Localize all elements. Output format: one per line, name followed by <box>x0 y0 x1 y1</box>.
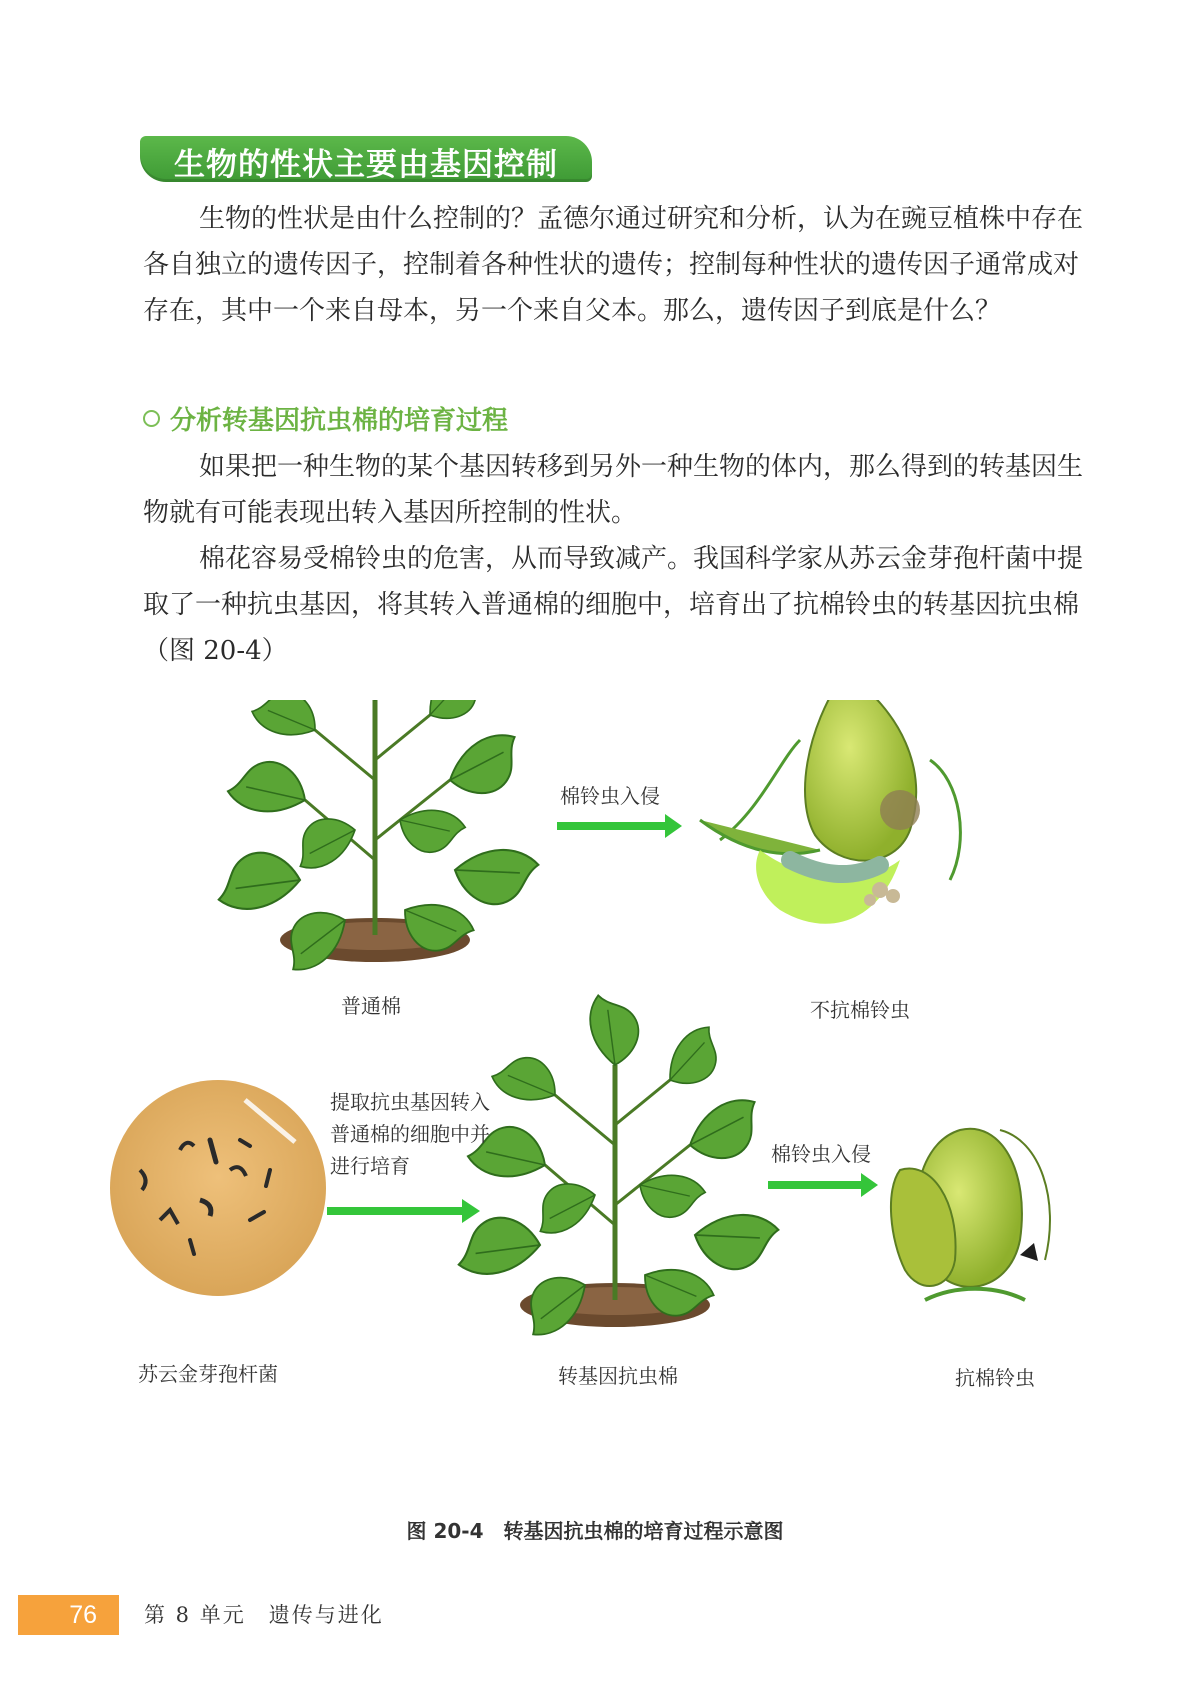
caption-resistant: 抗棉铃虫 <box>955 1366 1035 1390</box>
page-number: 76 <box>18 1595 119 1635</box>
activity-paragraph-1: 如果把一种生物的某个基因转移到另外一种生物的体内，那么得到的转基因生物就有可能表现出转入基因所控制的性状。 <box>143 452 1084 528</box>
transgenic-cotton-illustration <box>459 995 780 1341</box>
damaged-boll-illustration <box>700 700 960 924</box>
circle-bullet-icon <box>143 410 160 427</box>
bacteria-dish-illustration <box>110 1080 326 1296</box>
arrow2-label-line-2: 普通棉的细胞中并 <box>330 1122 490 1146</box>
arrow-right-icon <box>768 1173 878 1197</box>
section-title: 生物的性状主要由基因控制 <box>174 147 558 183</box>
arrow1-label: 棉铃虫入侵 <box>560 784 660 808</box>
caption-bacteria: 苏云金芽孢杆菌 <box>138 1362 278 1386</box>
normal-cotton-illustration <box>219 700 540 976</box>
figure-20-4 <box>0 700 1190 1560</box>
intro-paragraph: 生物的性状是由什么控制的？孟德尔通过研究和分析，认为在豌豆植株中存在各自独立的遗传因子，控制着各种性状的遗传；控制每种性状的遗传因子通常成对存在，其中一个来自母本，另一个来自父本。那么，遗传因子到底是什么？ <box>143 204 1084 326</box>
figure-title: 图 20-4 转基因抗虫棉的培育过程示意图 <box>406 1519 784 1543</box>
figure-illustration <box>0 700 1190 1560</box>
activity-paragraph-2: 棉花容易受棉铃虫的危害，从而导致减产。我国科学家从苏云金芽孢杆菌中提取了一种抗虫基因，将其转入普通棉的细胞中，培育出了抗棉铃虫的转基因抗虫棉（图 20-4） <box>143 544 1084 666</box>
section-title-banner <box>140 136 592 182</box>
caption-not-resistant: 不抗棉铃虫 <box>810 998 910 1022</box>
arrow2-label-line-3: 进行培育 <box>330 1154 410 1178</box>
page-footer <box>0 1595 1190 1635</box>
activity-heading <box>143 398 508 438</box>
caption-transgenic-cotton: 转基因抗虫棉 <box>558 1364 678 1388</box>
arrow-right-icon <box>327 1199 480 1223</box>
unit-label: 第 8 单元 遗传与进化 <box>144 1603 384 1627</box>
arrow2-label-line-1: 提取抗虫基因转入 <box>330 1090 490 1114</box>
arrow-right-icon <box>557 814 682 838</box>
activity-title: 分析转基因抗虫棉的培育过程 <box>170 405 509 436</box>
arrow3-label: 棉铃虫入侵 <box>771 1142 871 1166</box>
caption-normal-cotton: 普通棉 <box>341 994 401 1018</box>
healthy-boll-illustration <box>891 1129 1050 1300</box>
